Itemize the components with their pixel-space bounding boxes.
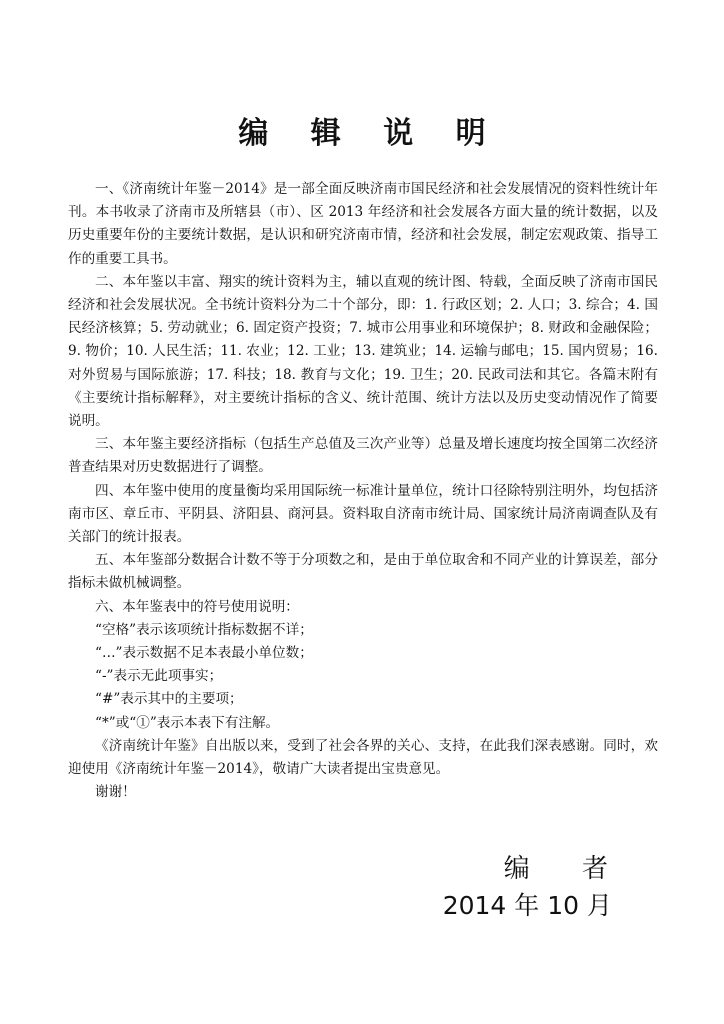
paragraph-6: 六、本年鉴表中的符号使用说明： <box>95 598 299 615</box>
thanks-line: 谢谢！ <box>95 784 136 801</box>
paragraph-2: 二、本年鉴以丰富、翔实的统计资料为主，辅以直观的统计图、特载，全面反映了济南市国民经济和社会发展状况。全书统计资料分为二十个部分，即：1. 行政区划；2. 人口；3. 综合；4. 国民经济核算；5. 劳动就业；6. 固定资产投资；7. 城市公用事业和环境保护；8. 财政和金融保险；9. 物价；10. 人民生活；11. 农业；12. 工业；13. 建筑业；14. 运输与邮电；15. 国内贸易；16. 对外贸易与国际旅游；17. 科技；18. 教育与文化；19. 卫生；20. 民政司法和其它。各篇末附有《主要统计指标解释》，对主要统计指标的含义、统计范围、统计方法以及历史变动情况作了简要说明。 <box>68 273 658 430</box>
symbol-note-ellipsis: “…”表示数据不足本表最小单位数； <box>95 645 313 662</box>
symbol-note-asterisk: “*”或“①”表示本表下有注解。 <box>95 714 280 731</box>
paragraph-5: 五、本年鉴部分数据合计数不等于分项数之和，是由于单位取舍和不同产业的计算误差，部分指标未做机械调整。 <box>68 552 658 592</box>
signature-date: 2014 年 10 月 <box>442 891 612 920</box>
symbol-note-blank: “空格”表示该项统计指标数据不详； <box>95 621 313 638</box>
signature-editor: 编 者 <box>503 854 630 884</box>
symbol-note-dash: “-”表示无此项事实； <box>95 668 223 685</box>
symbol-note-hash: “#”表示其中的主要项； <box>95 691 243 708</box>
closing-paragraph: 《济南统计年鉴》自出版以来，受到了社会各界的关心、支持，在此我们深表感谢。同时，欢迎使用《济南统计年鉴－2014》，敬请广大读者提出宝贵意见。 <box>68 737 658 778</box>
document-body <box>68 178 658 804</box>
page-title: 编 辑 说 明 <box>238 116 502 151</box>
paragraph-3: 三、本年鉴主要经济指标（包括生产总值及三次产业等）总量及增长速度均按全国第二次经济普查结果对历史数据进行了调整。 <box>68 436 658 476</box>
paragraph-1: 一、《济南统计年鉴－2014》是一部全面反映济南市国民经济和社会发展情况的资料性统计年刊。本书收录了济南市及所辖县（市）、区 2013 年经济和社会发展各方面大量的统计数据，以及历史重要年份的主要统计数据，是认识和研究济南市情，经济和社会发展，制定宏观政策、指导工作的重要工具书。 <box>68 181 658 267</box>
paragraph-4: 四、本年鉴中使用的度量衡均采用国际统一标准计量单位，统计口径除特别注明外，均包括济南市区、章丘市、平阴县、济阳县、商河县。资料取自济南市统计局、国家统计局济南调查队及有关部门的统计报表。 <box>68 482 658 546</box>
